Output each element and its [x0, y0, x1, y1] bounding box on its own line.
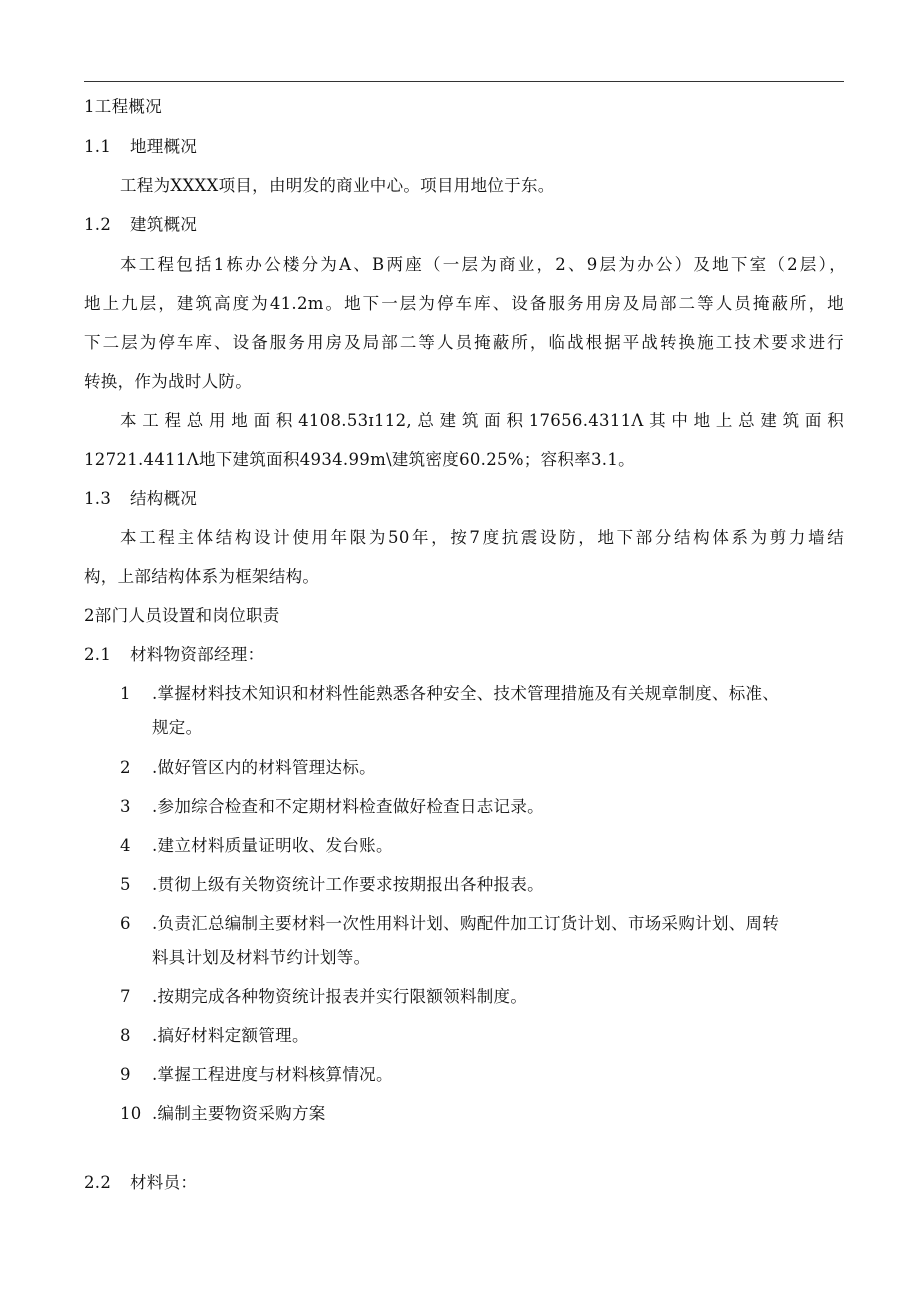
list-item-number: 4 [120, 836, 131, 855]
list-item-text: .做好管区内的材料管理达标。 [152, 758, 376, 777]
list-item-text: .参加综合检查和不定期材料检查做好检查日志记录。 [152, 797, 544, 816]
heading-number: 1.2 [84, 215, 112, 234]
heading-title: 结构概况 [130, 489, 198, 508]
heading-number: 1.3 [84, 489, 112, 508]
list-item-text: .负责汇总编制主要材料一次性用料计划、购配件加工订货计划、市场采购计划、周转 [152, 914, 780, 933]
heading-1-1 [84, 137, 197, 157]
list-item-number: 3 [120, 797, 131, 816]
list-item-number: 8 [120, 1026, 131, 1045]
list-item-text: .掌握材料技术知识和材料性能熟悉各种安全、技术管理措施及有关规章制度、标准、 [152, 684, 780, 703]
heading-number: 2.2 [84, 1173, 112, 1192]
list-item-number: 7 [120, 987, 131, 1006]
heading-number: 2.1 [84, 645, 112, 664]
paragraph-line: 本工程主体结构设计使用年限为50年，按7度抗震设防，地下部分结构体系为剪力墙结 [120, 528, 844, 547]
list-item [120, 875, 544, 895]
heading-title: 地理概况 [130, 137, 198, 156]
list-item-number: 2 [120, 758, 131, 777]
heading-number: 1.1 [84, 137, 112, 156]
paragraph-line: 本工程包括1栋办公楼分为A、B两座（一层为商业，2、9层为办公）及地下室（2层）， [120, 255, 846, 274]
list-item-number: 10 [120, 1104, 142, 1123]
list-item [120, 758, 376, 778]
heading-1-3 [84, 489, 197, 509]
list-item-text: .掌握工程进度与材料核算情况。 [152, 1065, 393, 1084]
heading-1-2 [84, 215, 197, 235]
paragraph-line: 构，上部结构体系为框架结构。 [84, 567, 320, 586]
list-item-number: 6 [120, 914, 131, 933]
list-item [120, 1065, 393, 1085]
list-item [120, 914, 779, 934]
heading-title: 材料物资部经理： [130, 645, 265, 664]
paragraph-line: 地上九层，建筑高度为41.2m。地下一层为停车库、设备服务用房及局部二等人员掩蔽所，地 [84, 294, 844, 313]
list-item [120, 797, 544, 817]
paragraph-line: 下二层为停车库、设备服务用房及局部二等人员掩蔽所，临战根据平战转换施工技术要求进行 [84, 333, 844, 352]
heading-2-2 [84, 1173, 197, 1193]
heading-2-1 [84, 645, 264, 665]
list-item [120, 836, 393, 856]
list-item-number: 1 [120, 684, 131, 703]
list-item [120, 987, 527, 1007]
paragraph-line: 本工程总用地面积4108.53ɪ112,总建筑面积17656.4311Λ其中地上总建筑面积 [120, 411, 844, 430]
list-item-continuation: 料具计划及材料节约计划等。 [152, 948, 371, 967]
section2-title: 2部门人员设置和岗位职责 [84, 606, 280, 625]
paragraph-line: 转换，作为战时人防。 [84, 372, 252, 391]
list-item-text: .按期完成各种物资统计报表并实行限额领料制度。 [152, 987, 528, 1006]
heading-title: 建筑概况 [130, 215, 198, 234]
section1-title: 1工程概况 [84, 97, 162, 116]
heading-title: 材料员： [130, 1173, 198, 1192]
list-item-text: .编制主要物资采购方案 [152, 1104, 326, 1123]
list-item-text: .建立材料质量证明收、发台账。 [152, 836, 393, 855]
list-item-number: 5 [120, 875, 131, 894]
list-item [120, 1026, 309, 1046]
list-item [120, 684, 779, 704]
list-item [120, 1104, 326, 1124]
paragraph-geo: 工程为XXXX项目，由明发的商业中心。项目用地位于东。 [120, 176, 555, 195]
list-item-text: .搞好材料定额管理。 [152, 1026, 309, 1045]
list-item-text: .贯彻上级有关物资统计工作要求按期报出各种报表。 [152, 875, 544, 894]
list-item-continuation: 规定。 [152, 718, 203, 737]
paragraph-line: 12721.4411Λ地下建筑面积4934.99m\建筑密度60.25%；容积率3.1。 [84, 450, 635, 469]
list-item-number: 9 [120, 1065, 131, 1084]
header-rule [84, 81, 844, 82]
